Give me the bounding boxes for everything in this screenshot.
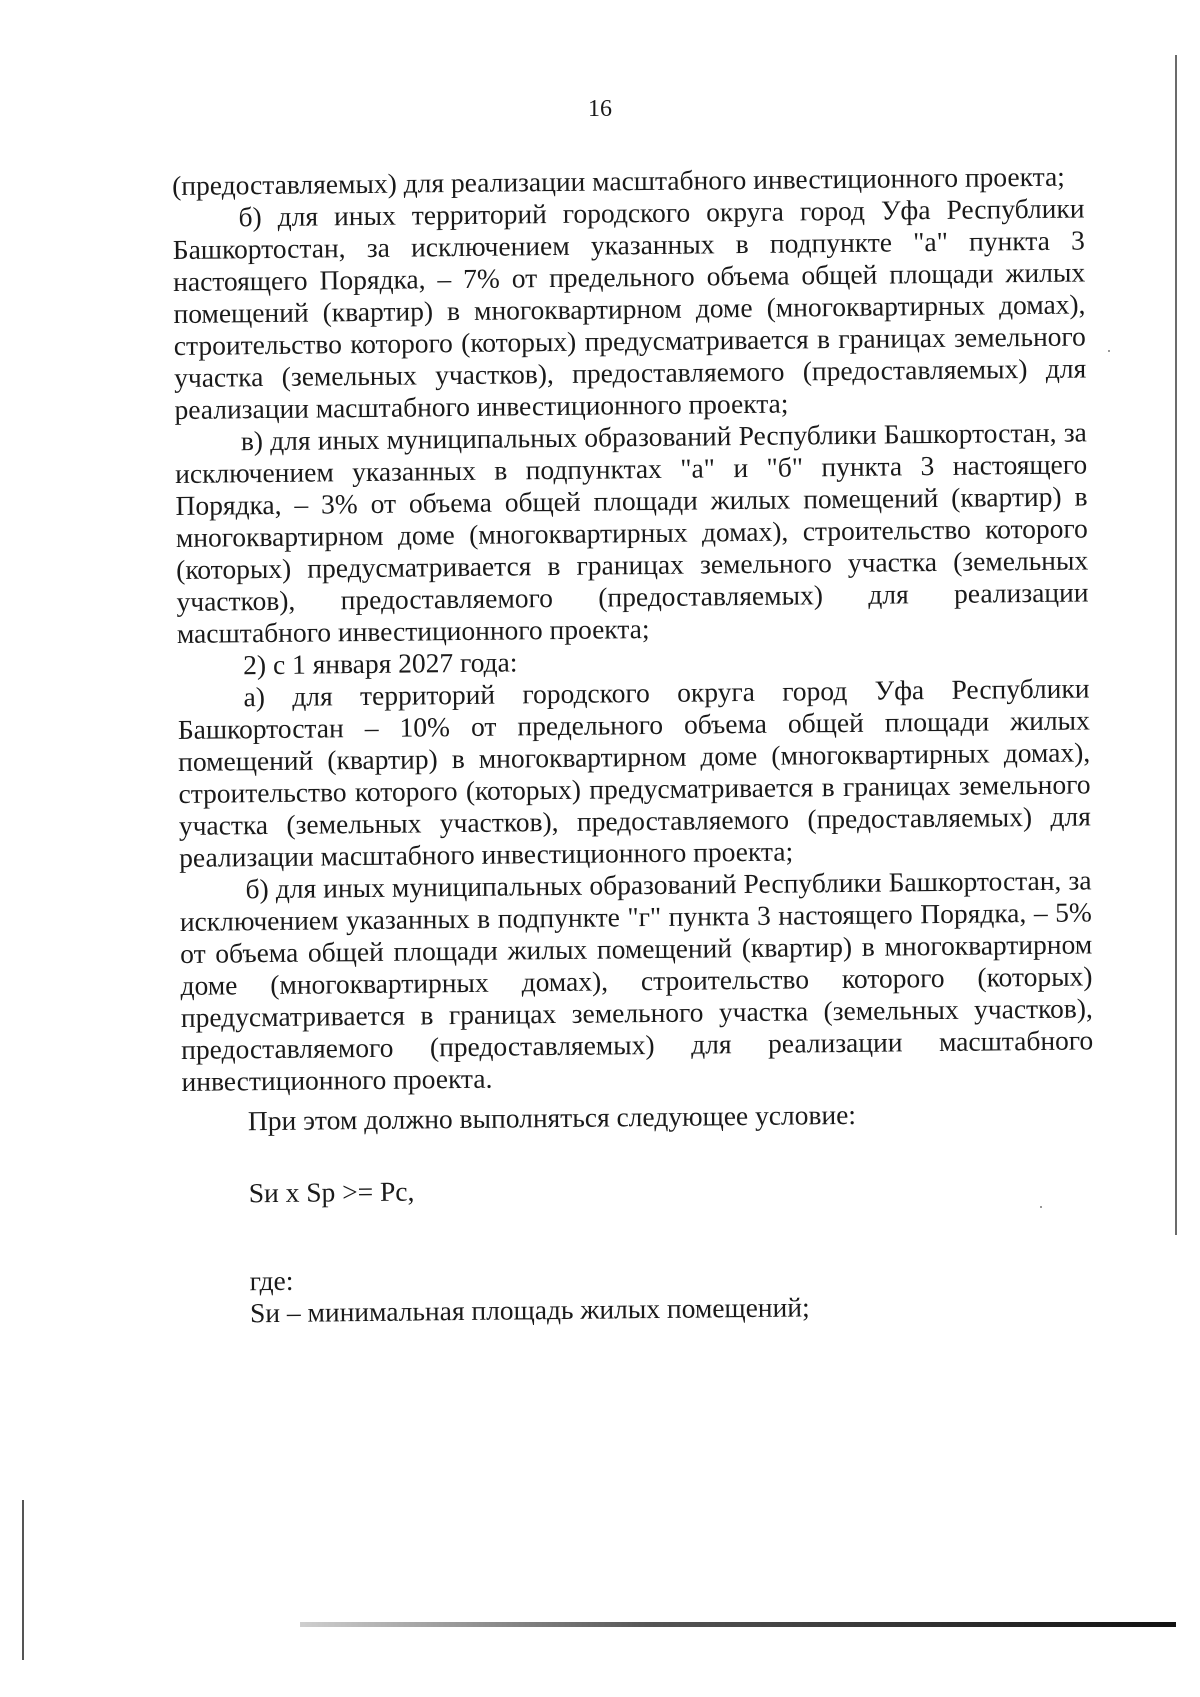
- scan-edge-right: [1175, 55, 1177, 1235]
- paragraph-subitem-a-2027: а) для территорий городского округа город Уфа Республики Башкортостан – 10% от предельного объема общей площади жилых помещений (квартир) в многоквартирном доме (многоквартирных домах), строительство которого (которых) предусматривается в границах земельного участка (земельных участков), предоставляемого (предоставляемых) для реализации масштабного инвестиционного проекта;: [177, 672, 1091, 873]
- formula: Sи x Sp >= Pc,: [248, 1175, 415, 1209]
- paragraph-subitem-v: в) для иных муниципальных образований Республики Башкортостан, за исключением указанных в подпунктах "а" и "б" пункта 3 настоящего Порядка, – 3% от объема общей площади жилых помещений (квартир) в многоквартирном доме (многоквартирных домах), строительство которого (которых) предусматривается в границах земельного участка (земельных участков), предоставляемого (предоставляемых) для реализации масштабного инвестиционного проекта;: [175, 416, 1089, 649]
- variable-definition: Sи – минимальная площадь жилых помещений;: [249, 1291, 810, 1329]
- document-body: [172, 160, 1096, 1329]
- scan-edge-left: [22, 1500, 24, 1660]
- where-label: где:: [249, 1264, 294, 1297]
- condition-statement: При этом должно выполняться следующее условие:: [247, 1098, 857, 1137]
- scan-bottom-line: [300, 1622, 1176, 1627]
- scan-speck: [1108, 350, 1110, 352]
- paragraph-continuation: (предоставляемых) для реализации масштабного инвестиционного проекта;: [172, 160, 1065, 201]
- paragraph-item-2-heading: 2) с 1 января 2027 года:: [243, 646, 518, 681]
- page-number: 16: [588, 96, 612, 122]
- paragraph-subitem-b-ufa: б) для иных территорий городского округа город Уфа Республики Башкортостан, за исключением указанных в подпункте "а" пункта 3 настоящего Порядка, – 7% от предельного объема общей площади жилых помещений (квартир) в многоквартирном доме (многоквартирных домах), строительство которого (которых) предусматривается в границах земельного участка (земельных участков), предоставляемого (предоставляемых) для реализации масштабного инвестиционного проекта;: [172, 192, 1087, 425]
- paragraph-subitem-b-2027: б) для иных муниципальных образований Республики Башкортостан, за исключением указанных в подпункте "г" пункта 3 настоящего Порядка, – 5% от объема общей площади жилых помещений (квартир) в многоквартирном доме (многоквартирных домах), строительство которого (которых) предусматривается в границах земельного участка (земельных участков), предоставляемого (предоставляемых) для реализации масштабного инвестиционного проекта.: [179, 864, 1094, 1097]
